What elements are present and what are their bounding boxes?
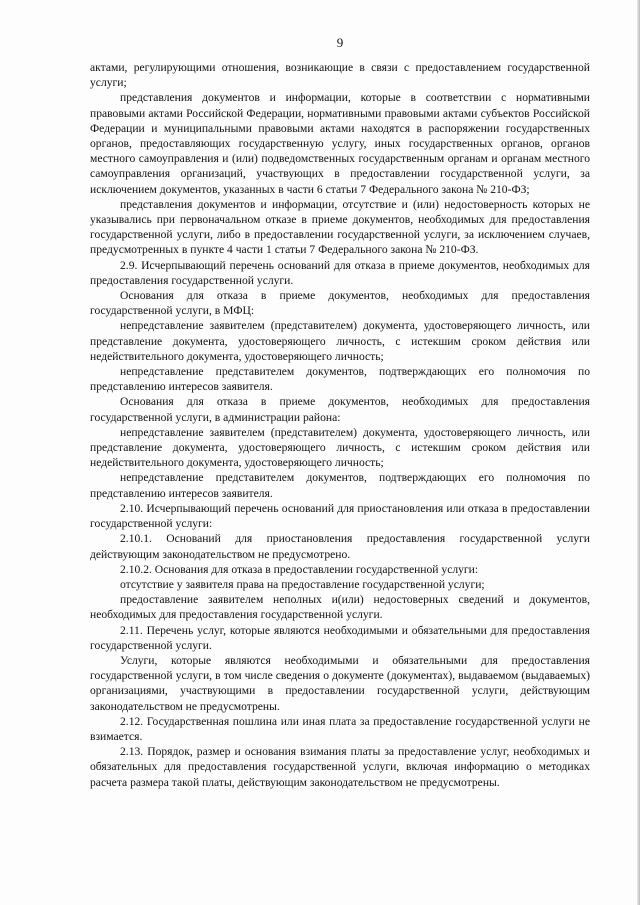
paragraph: отсутствие у заявителя права на предоставление государственной услуги; (120, 577, 485, 591)
section-heading-2-12: 2.12. Государственная пошлина или иная плата за предоставление государственной услуги не взимается. (90, 714, 590, 743)
document-body (90, 60, 590, 790)
paragraph: Основания для отказа в приеме документов, необходимых для предоставления государственной услуги, в администрации района: (90, 395, 590, 424)
section-heading-2-10: 2.10. Исчерпывающий перечень оснований для приостановления или отказа в предоставлении государственной услуги: (90, 501, 590, 531)
paragraph: непредставление представителем документов, подтверждающих его полномочия по представлению интересов заявителя. (90, 471, 590, 500)
paragraph: непредставление представителем документов, подтверждающих его полномочия по представлению интересов заявителя. (90, 365, 590, 394)
page-number: 9 (336, 35, 344, 50)
section-heading-2-9: 2.9. Исчерпывающий перечень оснований для отказа в приеме документов, необходимых для предоставления государственной услуги. (90, 258, 590, 287)
paragraph: представления документов и информации, отсутствие и (или) недостоверность которых не указывались при первоначальном отказе в приеме документов, необходимых для предоставления государственной услуги, либо в предоставлении государственной услуги, за исключением случаев, предусмотренных в пункте 4 части 1 статьи 7 Федерального закона № 210-ФЗ. (90, 197, 590, 257)
paragraph: Услуги, которые являются необходимыми и обязательными для предоставления государственной услуги, в том числе сведения о документе (документах), выдаваемом (выдаваемых) организациями, участвующими в предоставлении государственной услуги, действующим законодательством не предусмотрены. (90, 653, 590, 713)
paragraph-continuation: актами, регулирующими отношения, возникающие в связи с предоставлением государственной услуги; (90, 61, 590, 90)
paragraph: представления документов и информации, которые в соответствии с нормативными правовыми актами Российской Федерации, нормативными правовыми актами субъектов Российской Федерации и муниципальными правовыми актами находятся в распоряжении государственных органов, предоставляющих государственную услугу, иных государственных органов, органов местного самоуправления и (или) подведомственных государственным органам и органам местного самоуправления организаций, участвующих в предоставлении государственной услуги, за исключением документов, указанных в части 6 статьи 7 Федерального закона № 210-ФЗ; (90, 91, 590, 196)
paragraph: Основания для отказа в приеме документов, необходимых для предоставления государственной услуги, в МФЦ: (90, 289, 590, 318)
section-heading-2-11: 2.11. Перечень услуг, которые являются необходимыми и обязательными для предоставления государственной услуги. (90, 623, 590, 652)
paragraph: предоставление заявителем неполных и(или) недостоверных сведений и документов, необходимых для предоставления государственной услуги. (90, 593, 590, 622)
section-heading-2-13: 2.13. Порядок, размер и основания взимания платы за предоставление услуг, необходимых и обязательных для предоставления государственной услуги, включая информацию о методиках расчета размера такой платы, действующим законодательством не предусмотрены. (90, 745, 590, 789)
paragraph: 2.10.2. Основания для отказа в предоставлении государственной услуги: (120, 562, 479, 576)
paragraph: непредставление заявителем (представителем) документа, удостоверяющего личность, или представление документа, удостоверяющего личность, с истекшим сроком действия или недействительного документа, удостоверяющего личность; (90, 425, 590, 470)
paragraph: непредставление заявителем (представителем) документа, удостоверяющего личность, или представление документа, удостоверяющего личность, с истекшим сроком действия или недействительного документа, удостоверяющего личность; (90, 319, 590, 363)
paragraph: 2.10.1. Оснований для приостановления предоставления государственной услуги действующим законодательством не предусмотрено. (90, 532, 590, 561)
